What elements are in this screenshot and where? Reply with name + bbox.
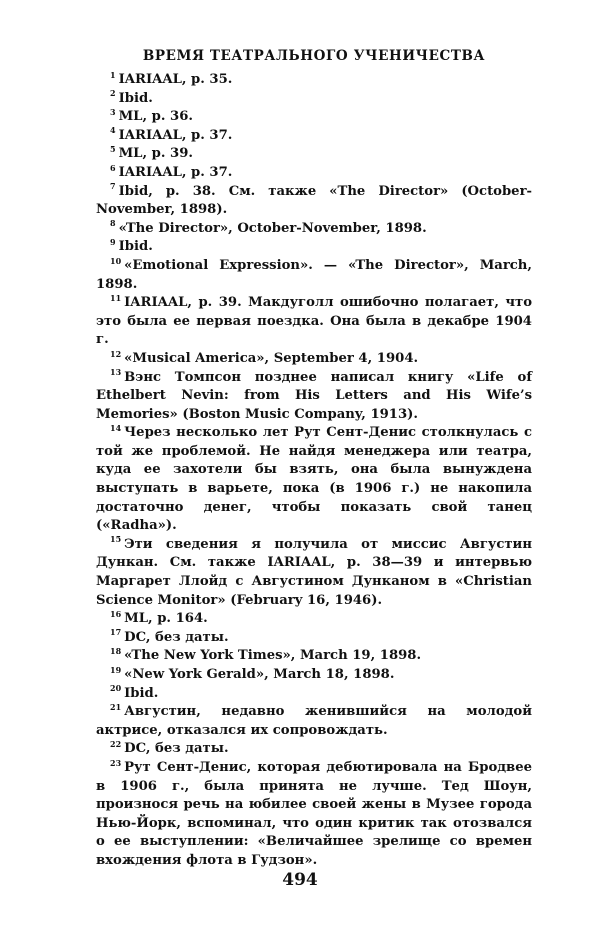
endnote-number: 21 [110, 701, 122, 712]
endnote-text: IARIAAL, p. 39. Макдуголл ошибочно полагает, что это была ее первая поездка. Она была в декабре 1904 г. [96, 295, 532, 348]
endnote-text: IARIAAL, p. 37. [118, 164, 233, 180]
endnote [96, 629, 532, 648]
endnote [96, 183, 532, 220]
endnote [96, 536, 532, 610]
endnote [96, 759, 532, 871]
endnote-text: Через несколько лет Рут Сент-Денис столкнулась с той же проблемой. Не найдя менеджера или театра, куда ее захотели бы взять, она была вынуждена выступать в варьете, пока (в 1906 г.) не накопила достаточно денег, чтобы показать свой танец («Radha»). [96, 425, 532, 534]
endnote [96, 127, 532, 146]
endnote-number: 6 [110, 162, 116, 173]
endnote [96, 666, 532, 685]
endnote [96, 610, 532, 629]
endnote-text: IARIAAL, p. 37. [118, 127, 233, 143]
endnote-number: 10 [110, 255, 122, 266]
endnote-number: 2 [110, 88, 116, 99]
endnote [96, 108, 532, 127]
endnote-text: «New York Gerald», March 18, 1898. [124, 667, 395, 682]
endnote-text: Рут Сент-Денис, которая дебютировала на Бродвее в 1906 г., была принята не лучше. Тед Шоун, произнося речь на юбилее своей жены в Музее города Нью-Йорк, вспоминал, что один критик так отозвался о ее выступлении: «Величайшее зрелище со времен вхождения флота в Гудзон». [96, 759, 532, 868]
endnote-number: 20 [110, 683, 122, 694]
endnote [96, 220, 532, 239]
endnote [96, 350, 532, 369]
endnote [96, 145, 532, 164]
endnote-number: 17 [110, 627, 122, 638]
endnote [96, 90, 532, 109]
endnote-number: 9 [110, 236, 116, 247]
endnote-text: Августин, недавно женившийся на молодой актрисе, отказался их сопровождать. [96, 704, 532, 738]
endnote-text: «Emotional Expression». — «The Director», March, 1898. [96, 257, 532, 292]
endnote-number: 8 [110, 218, 116, 229]
endnote-number: 22 [110, 738, 122, 749]
endnote-number: 12 [110, 348, 122, 359]
endnote-number: 13 [110, 367, 122, 378]
endnote [96, 685, 532, 704]
endnote-number: 15 [110, 534, 122, 545]
endnote-text: IARIAAL, p. 35. [118, 72, 233, 87]
endnote [96, 164, 532, 183]
endnote [96, 369, 532, 425]
endnote-number: 1 [110, 69, 116, 80]
endnote-text: Ibid. [124, 685, 159, 701]
endnote-text: Эти сведения я получила от миссис Августин Дункан. См. также IARIAAL, p. 38—39 и интервью Маргарет Ллойд с Августином Дунканом в «Christian Science Monitor» (February 16, 1946). [96, 536, 532, 608]
endnote [96, 647, 532, 666]
endnote-number: 23 [110, 757, 122, 768]
endnote-number: 16 [110, 608, 122, 619]
endnote-number: 18 [110, 646, 122, 657]
page-number: 494 [282, 870, 318, 890]
endnotes-list [96, 71, 532, 871]
endnote-text: DC, без даты. [124, 741, 229, 757]
endnote-number: 7 [110, 181, 116, 192]
endnote [96, 424, 532, 536]
endnote [96, 257, 532, 294]
endnote-text: Вэнс Томпсон позднее написал книгу «Life of Ethelbert Nevin: from His Letters and His Wife’s Memories» (Boston Music Company, 1913). [96, 369, 532, 422]
endnote-text: «Musical America», September 4, 1904. [124, 350, 419, 366]
endnote-number: 14 [110, 422, 122, 433]
endnote [96, 294, 532, 350]
endnote-text: Ibid. [118, 90, 153, 106]
endnote-text: Ibid. [118, 239, 153, 255]
endnote-number: 3 [110, 106, 116, 117]
endnote [96, 71, 532, 90]
endnote-number: 19 [110, 664, 122, 675]
endnote-text: DC, без даты. [124, 629, 229, 645]
endnote-number: 11 [110, 292, 122, 303]
endnote [96, 740, 532, 759]
running-head: ВРЕМЯ ТЕАТРАЛЬНОГО УЧЕНИЧЕСТВА [142, 48, 486, 64]
endnote [96, 703, 532, 740]
endnote-text: ML, p. 39. [118, 146, 193, 162]
endnote [96, 238, 532, 257]
endnote-number: 4 [110, 125, 116, 136]
endnote-number: 5 [110, 143, 116, 154]
endnote-text: ML, p. 36. [118, 109, 193, 125]
endnote-text: ML, p. 164. [124, 611, 208, 627]
endnote-text: Ibid, p. 38. См. также «The Director» (October-November, 1898). [96, 183, 532, 218]
endnote-text: «The Director», October-November, 1898. [118, 220, 427, 236]
endnote-text: «The New York Times», March 19, 1898. [124, 648, 422, 664]
